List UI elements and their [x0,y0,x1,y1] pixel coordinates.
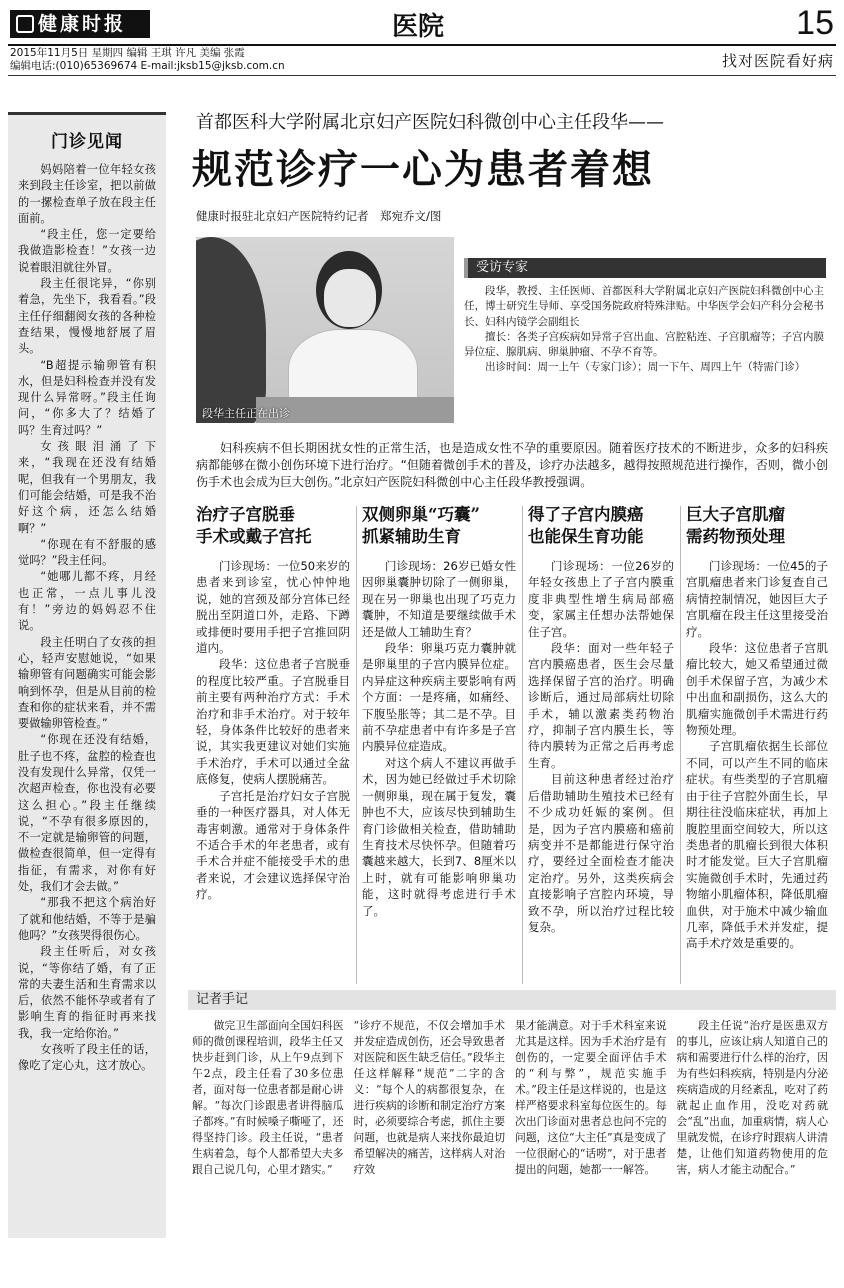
section-title-line: 双侧卵巢“巧囊” [362,505,480,524]
section-column [686,504,828,952]
section-title [528,504,674,548]
section-body [686,558,828,952]
section-paragraph: 目前这种患者经过治疗后借助辅助生殖技术已经有不少成功妊娠的案例。但是，因为子宫内膜癌和癌前病变并不是都能进行保守治疗，要经过全面检查才能决定治疗。另外，这类疾病会直接影响子宫腔内环境，导致不孕，所以治疗过程比较复杂。 [528,772,674,934]
notes-body [192,1018,828,1238]
doctor-photo [196,237,454,423]
notes-column [354,1018,506,1238]
newspaper-logo [10,10,150,38]
expert-box [464,258,826,408]
article-headline: 规范诊疗一心为患者着想 [192,146,654,193]
contact-line: 编辑电话:(010)65369674 E-mail:jksb15@jksb.com.cn [10,60,285,72]
masthead-rule-bottom [8,75,836,76]
section-paragraph: 段华：卵巢巧克力囊肿就是卵巢里的子宫内膜异位症。内异症这种疾病主要影响有两个方面：一是疼痛，如痛经、下腹坠胀等；其二是不孕。目前不孕症患者中有许多是子宫内膜异位症造成。 [362,641,516,754]
section-paragraph: 门诊现场：一位45的子宫肌瘤患者来门诊复查自己病情控制情况，她因巨大子宫肌瘤在段主任这里接受治疗。 [686,559,828,639]
expert-text [464,278,826,376]
sidebar [8,112,166,1238]
article-intro [196,440,828,491]
section-title-line: 需药物预处理 [686,527,785,546]
section-paragraph: 门诊现场：26岁已婚女性因卵巢囊肿切除了一侧卵巢，现在另一卵巢也出现了巧克力囊肿，不知道是要继续做手术还是做人工辅助生育？ [362,559,516,639]
section-paragraph: 门诊现场：一位50来岁的患者来到诊室，忧心忡忡地说，她的宫颈及部分宫体已经脱出至阴道口外，走路、下蹲或排便时要用手把子宫推回阴道内。 [196,559,350,656]
notes-column [677,1018,829,1238]
section-title-line: 得了子宫内膜癌 [528,505,644,524]
section-title [196,504,350,548]
expert-specialty: 擅长：各类子宫疾病如异常子宫出血、宫腔粘连、子宫肌瘤等；子宫内膜异位症、腺肌病、卵巢肿瘤、不孕不育等。 [464,330,824,359]
sidebar-paragraph: “她哪儿都不疼，月经也正常，一点儿事儿没有！”旁边的妈妈忍不住说。 [18,570,156,633]
sidebar-paragraph: 妈妈陪着一位年轻女孩来到段主任诊室，把以前做的一摞检查单子放在段主任面前。 [18,163,156,225]
expert-label [464,258,826,278]
sidebar-paragraph: 女孩听了段主任的话，像吃了定心丸，这才放心。 [18,1043,156,1073]
section-paragraph: 子宫肌瘤依据生长部位不同，可以产生不同的临床症状。有些类型的子宫肌瘤由于往子宫腔外面生长，早期往往没临床症状，再加上腹腔里面空间较大，所以这类患者的肌瘤长到很大体积时才能发觉。巨大子宫肌瘤实施微创手术时，先通过药物缩小肌瘤体积，降低肌瘤血供，对于施术中减少输血几率，降低手术并发症，提高手术疗效是重要的。 [686,739,828,951]
masthead-rule [8,44,836,46]
sidebar-paragraph: “那我不把这个病治好了就和他结婚，不等于是骗他吗？”女孩哭得很伤心。 [18,896,156,942]
logo-mark-icon [16,15,34,33]
column-rule [522,506,523,984]
notes-label: 记者手记 [196,992,249,1007]
section-title-line: 也能保生育功能 [528,527,644,546]
column-rule [356,506,357,984]
sidebar-paragraph: “段主任，您一定要给我做造影检查！”女孩一边说着眼泪就往外冒。 [18,228,156,274]
section-body [362,558,516,919]
sidebar-paragraph: 段主任很诧异，“你别着急，先坐下，我看看。”段主任仔细翻阅女孩的各种检查结果，慢慢地舒展了眉头。 [18,277,156,356]
notes-paragraph: 段主任说“治疗是医患双方的事儿，应该让病人知道自己的病和需要进行什么样的治疗，因为有些妇科疾病，特别是内分泌疾病造成的月经紊乱，吃对了药就起止血作用，没吃对药就会“乱”出血，加重病情，病人心里就发慌，在诊疗时跟病人讲清楚，让他们知道药物使用的危害，病人才能主动配合。” [676,1019,828,1176]
section-body [196,558,350,903]
section-paragraph: 门诊现场：一位26岁的年轻女孩患上了子宫内膜重度非典型性增生病局部癌变，家属主任想办法帮她保住子宫。 [528,559,674,639]
section-name: 医院 [392,12,445,42]
sidebar-body [18,162,156,1075]
expert-bio: 段华，教授、主任医师、首都医科大学附属北京妇产医院妇科微创中心主任，博士研究生导师、享受国务院政府特殊津贴。中华医学会妇产科分会秘书长、妇科内镜学会副组长 [464,285,824,328]
notes-paragraph: 果才能满意。对于手术科室来说尤其是这样。因为手术治疗是有创伤的，一定要全面评估手术的“利与弊”，规范实施手术。”段主任是这样说的，也是这样严格要求科室每位医生的。每次出门诊面对患者总也问不完的问题，这位“大主任”真是变成了一位很耐心的“话唠”，对于患者提出的问题，她都一一解答。 [515,1019,667,1176]
column-rule [680,506,681,984]
notes-paragraph: “诊疗不规范，不仅会增加手术并发症造成创伤，还会导致患者对医院和医生缺乏信任。”段华主任这样解释“规范”二字的含义：“每个人的病都很复杂，在进行疾病的诊断和制定治疗方案时，必须要综合考虑，抓住主要问题，也就是病人来找你最迫切希望解决的痛苦，这样病人对治疗效 [353,1019,505,1176]
section-body [528,558,674,935]
doctor-face [324,269,376,327]
section-title [686,504,828,548]
notes-header [188,990,836,1010]
section-title-line: 巨大子宫肌瘤 [686,505,785,524]
section-title-line: 抓紧辅助生育 [362,527,461,546]
slogan: 找对医院看好病 [721,52,834,70]
section-paragraph: 对这个病人不建议再做手术，因为她已经做过手术切除一侧卵巢，现在属于复发，囊肿也不大，应该尽快到辅助生育门诊做相关检查，借助辅助生育技术尽快怀孕。但随着巧囊越来越大，长到7、8厘米以上时，就有可能影响卵巢功能，这时就得考虑进行手术了。 [362,755,516,918]
section-paragraph: 段华：面对一些年轻子宫内膜癌患者，医生会尽量选择保留子宫的治疗。明确诊断后，通过局部病灶切除手术，辅以激素类药物治疗，抑制子宫内膜生长，等待内膜转为正常之后再考虑生育。 [528,641,674,770]
expert-hours: 出诊时间：周一上午（专家门诊）；周一下午、周四上午（特需门诊） [485,361,806,374]
patient-silhouette [196,237,266,423]
notes-column [192,1018,344,1238]
sidebar-paragraph: “B超提示输卵管有积水，但是妇科检查并没有发现什么异常呀。”段主任询问，“你多大了？结婚了吗？生育过吗？” [18,358,156,437]
section-column [196,504,350,903]
notes-column [515,1018,667,1238]
sidebar-title: 门诊见闻 [51,132,123,152]
page-number: 15 [796,4,834,42]
masthead [8,6,836,46]
section-paragraph: 子宫托是治疗妇女子宫脱垂的一种医疗器具，对人体无毒害刺激。通常对于身体条件不适合手术的年老患者，或有手术合并症不能接受手术的患者来说，才会建议选择保守治疗。 [196,788,350,902]
notes-paragraph: 做完卫生部面向全国妇科医师的微创课程培训，段华主任又快步赶到门诊，从上午9点到下午2点，段主任看了30多位患者，面对每一位患者都是耐心讲解。“每次门诊跟患者讲得脑瓜子都疼。”有时候嗓子嘶哑了，还得坚持门诊。段主任说，“患者生病着急，每个人都希望大夫多跟自己说几句，心里才踏实。” [192,1019,344,1176]
dateline: 2015年11月5日 星期四 编辑 王琪 许凡 美编 张霞 [10,47,245,59]
section-column [362,504,516,919]
section-paragraph: 段华：这位患者子宫肌瘤比较大，她又希望通过微创手术保留子宫，为减少术中出血和副损伤，这么大的肌瘤实施微创手术需进行药物预处理。 [686,641,828,738]
sidebar-paragraph: “你现在有不舒服的感觉吗？”段主任问。 [18,537,156,568]
section-title [362,504,516,548]
intro-paragraph: 妇科疾病不但长期困扰女性的正常生活，也是造成女性不孕的重要原因。随着医疗技术的不断进步，众多的妇科疾病都能够在微小创伤环境下进行治疗。“但随着微创手术的普及，诊疗办法越多，越得按照规范进行操作，否则，微小创伤手术也会成为巨大创伤。”北京妇产医院妇科微创中心主任段华教授强调。 [196,441,828,489]
article-kicker: 首都医科大学附属北京妇产医院妇科微创中心主任段华—— [196,112,664,133]
photo-caption: 段华主任正在出诊 [202,407,290,420]
section-title-line: 手术或戴子宫托 [196,527,312,546]
article-byline: 健康时报驻北京妇产医院特约记者 郑宛乔文/图 [196,209,442,223]
sidebar-paragraph: 女孩眼泪涌了下来，“我现在还没有结婚呢，但我有一个男朋友，我们可能会结婚，可是我不治好这个病，还怎么结婚啊？” [18,440,156,535]
sidebar-paragraph: 段主任听后，对女孩说，“等你结了婚，有了正常的夫妻生活和生育需求以后，依然不能怀孕或者有了影响生育的指征时再来找我，我一定给你治。” [18,945,156,1040]
sidebar-paragraph: “你现在还没有结婚，肚子也不疼，盆腔的检查也没有发现什么异常，仅凭一次超声检查，你也没有必要这么担心。”段主任继续说，“不孕有很多原因的，不一定就是输卵管的问题，做检查很简单，但一定得有指征，有需求，对你有好处，我们才会去做。” [18,733,156,894]
section-paragraph: 段华：这位患者子宫脱垂的程度比较严重。子宫脱垂目前主要有两种治疗方式：手术治疗和非手术治疗。对于较年轻，身体条件比较好的患者来说，其实我更建议对她们实施手术治疗，手术可以通过全盆底修复，使病人摆脱痛苦。 [196,657,350,787]
section-title-line: 治疗子宫脱垂 [196,505,295,524]
section-column [528,504,674,935]
logo-text: 健康时报 [38,13,127,35]
expert-label-text: 受访专家 [476,260,529,275]
sidebar-paragraph: 段主任明白了女孩的担心，轻声安慰她说，“如果输卵管有问题确实可能会影响到怀孕，但是从目前的检查和你的症状来看，并不需要做输卵管检查。” [18,635,156,731]
